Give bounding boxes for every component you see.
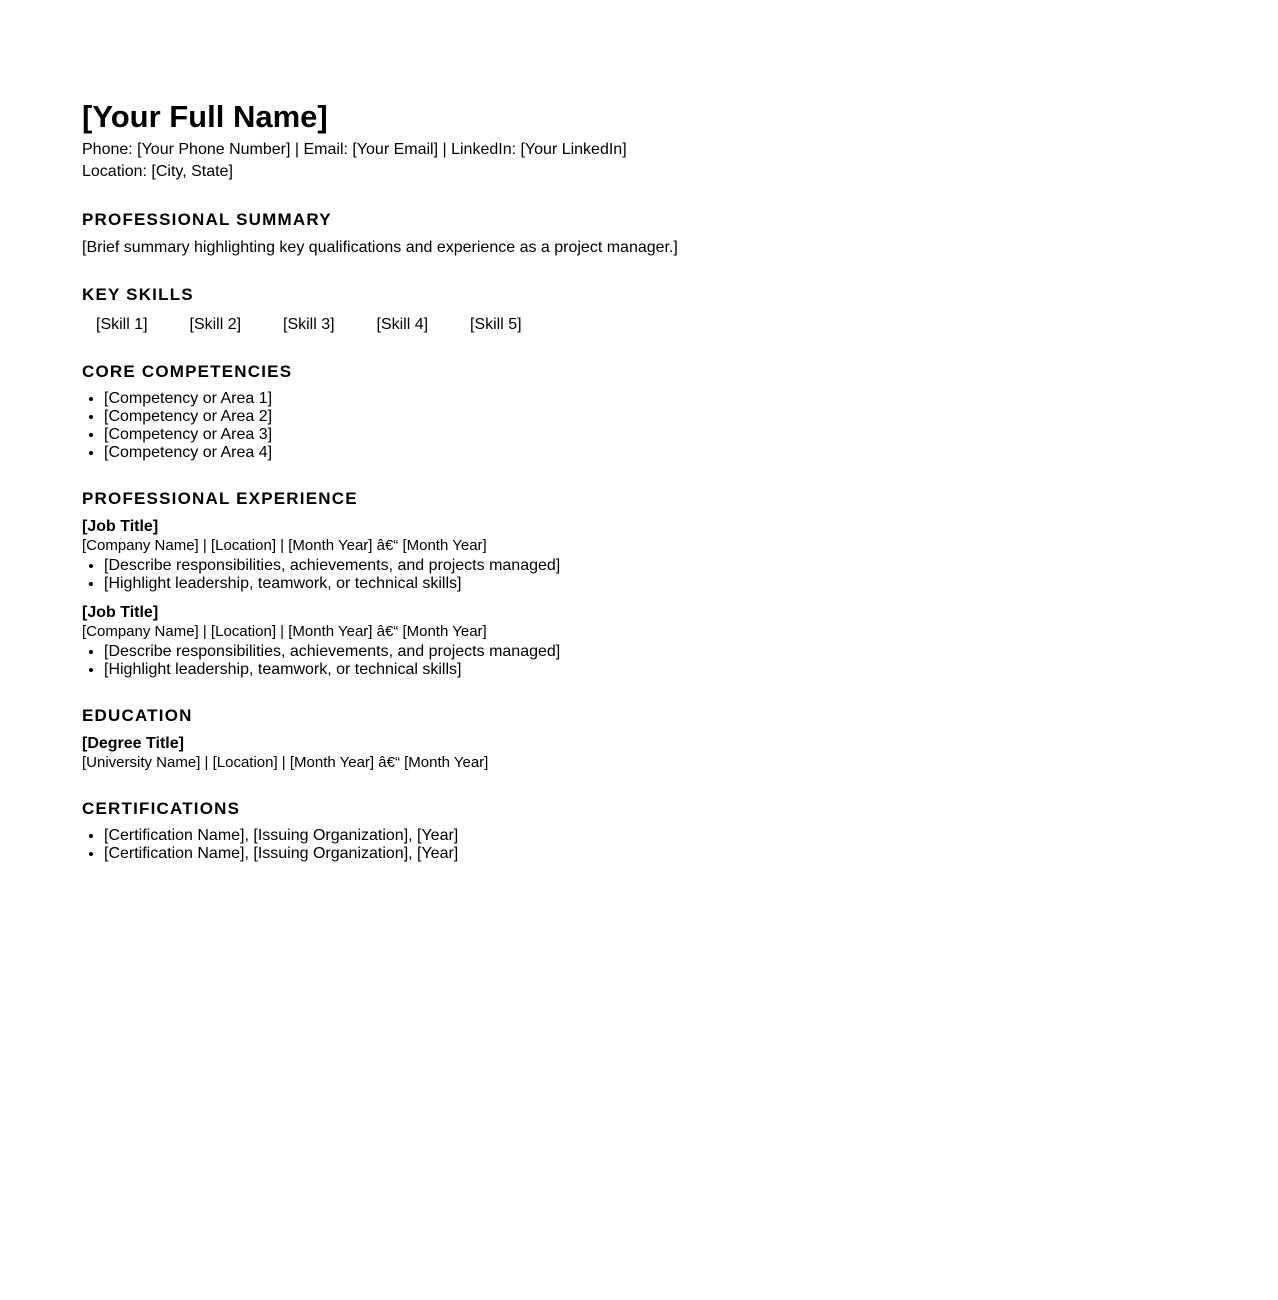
summary-section <box>82 209 1182 258</box>
skills-list <box>82 315 1182 335</box>
skill-item: [Skill 1] <box>96 316 148 333</box>
skill-item: [Skill 2] <box>189 316 242 333</box>
list-item: • [Highlight leadership, teamwork, or technical skills] <box>104 661 1182 679</box>
location-line: Location: [City, State] <box>82 163 233 180</box>
education-meta: [University Name] | [Location] | [Month Year] â€“ [Month Year] <box>82 754 489 771</box>
list-item: • [Certification Name], [Issuing Organization], [Year] <box>104 845 1182 863</box>
job-bullets <box>82 557 1182 593</box>
skill-item: [Skill 5] <box>470 316 522 333</box>
job-title: [Job Title] <box>82 604 159 621</box>
experience-title: PROFESSIONAL EXPERIENCE <box>82 489 358 508</box>
resume-header <box>82 97 1182 183</box>
skill-item: [Skill 3] <box>283 316 335 333</box>
degree-title: [Degree Title] <box>82 735 184 752</box>
job-bullets <box>82 643 1182 679</box>
skills-title: KEY SKILLS <box>82 285 194 304</box>
list-item: • [Competency or Area 3] <box>104 426 1182 444</box>
list-item: • [Competency or Area 1] <box>104 390 1182 408</box>
list-item: • [Competency or Area 2] <box>104 408 1182 426</box>
job-title: [Job Title] <box>82 518 159 535</box>
certifications-title: CERTIFICATIONS <box>82 799 241 818</box>
list-item: • [Certification Name], [Issuing Organization], [Year] <box>104 827 1182 845</box>
contact-line: Phone: [Your Phone Number] | Email: [Your Email] | LinkedIn: [Your LinkedIn] <box>82 141 627 158</box>
job-entry <box>82 517 1182 593</box>
list-item: • [Competency or Area 4] <box>104 444 1182 462</box>
job-meta: [Company Name] | [Location] | [Month Year] â€“ [Month Year] <box>82 623 487 640</box>
full-name: [Your Full Name] <box>82 99 328 134</box>
certifications-list <box>82 827 1182 863</box>
list-item: • [Describe responsibilities, achievements, and projects managed] <box>104 557 1182 575</box>
list-item: • [Highlight leadership, teamwork, or technical skills] <box>104 575 1182 593</box>
education-section <box>82 705 1182 772</box>
competencies-section <box>82 361 1182 462</box>
summary-text: [Brief summary highlighting key qualifications and experience as a project manager.] <box>82 239 678 256</box>
job-entry <box>82 603 1182 679</box>
skills-section <box>82 284 1182 335</box>
job-meta: [Company Name] | [Location] | [Month Year] â€“ [Month Year] <box>82 537 487 554</box>
summary-title: PROFESSIONAL SUMMARY <box>82 210 332 229</box>
list-item: • [Describe responsibilities, achievements, and projects managed] <box>104 643 1182 661</box>
experience-section <box>82 488 1182 679</box>
skill-item: [Skill 4] <box>376 316 429 333</box>
competencies-title: CORE COMPETENCIES <box>82 362 293 381</box>
competencies-list <box>82 390 1182 462</box>
certifications-section <box>82 798 1182 863</box>
education-title: EDUCATION <box>82 706 193 725</box>
contact-block <box>82 139 1182 183</box>
